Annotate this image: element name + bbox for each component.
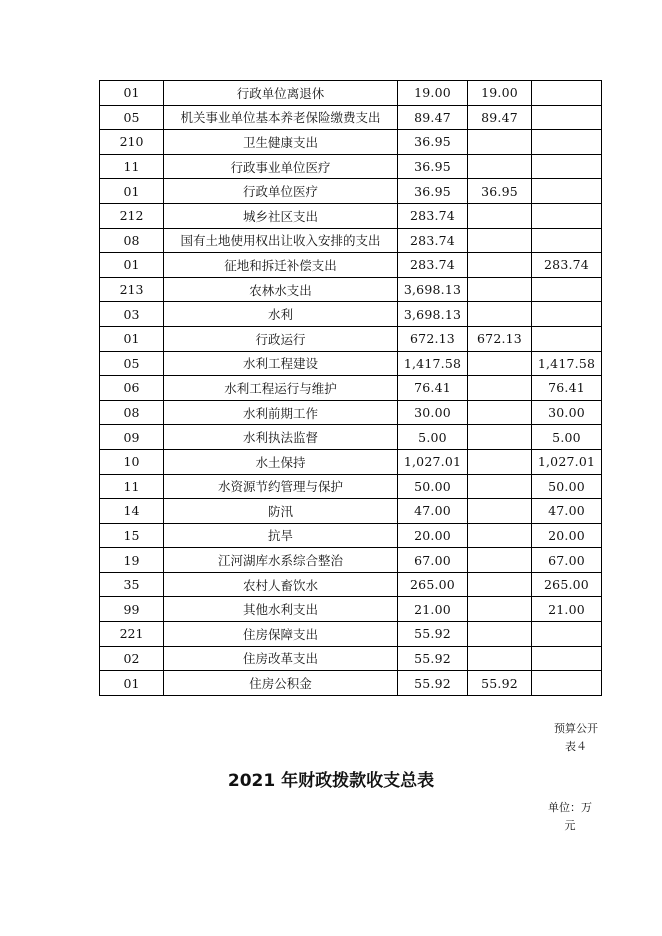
project-expenditure-cell: 20.00 xyxy=(532,523,602,548)
item-code-cell: 19 xyxy=(100,548,164,573)
basic-expenditure-cell xyxy=(468,499,532,524)
item-code-cell: 01 xyxy=(100,671,164,696)
item-code-cell: 02 xyxy=(100,646,164,671)
basic-expenditure-cell xyxy=(468,548,532,573)
table-row xyxy=(100,326,602,351)
item-name-cell: 农村人畜饮水 xyxy=(164,572,398,597)
project-expenditure-cell xyxy=(532,105,602,130)
project-expenditure-cell xyxy=(532,179,602,204)
total-amount-cell: 20.00 xyxy=(398,523,468,548)
item-name-cell: 水利工程运行与维护 xyxy=(164,376,398,401)
table-row xyxy=(100,400,602,425)
project-expenditure-cell xyxy=(532,154,602,179)
total-amount-cell: 19.00 xyxy=(398,81,468,106)
table-row xyxy=(100,449,602,474)
item-name-cell: 水利执法监督 xyxy=(164,425,398,450)
item-code-cell: 09 xyxy=(100,425,164,450)
basic-expenditure-cell xyxy=(468,253,532,278)
project-expenditure-cell xyxy=(532,130,602,155)
table-row xyxy=(100,597,602,622)
item-code-cell: 05 xyxy=(100,351,164,376)
total-amount-cell: 47.00 xyxy=(398,499,468,524)
item-code-cell: 01 xyxy=(100,326,164,351)
total-amount-cell: 67.00 xyxy=(398,548,468,573)
table-row xyxy=(100,425,602,450)
total-amount-cell: 36.95 xyxy=(398,154,468,179)
project-expenditure-cell xyxy=(532,228,602,253)
basic-expenditure-cell: 36.95 xyxy=(468,179,532,204)
unit-label xyxy=(540,799,600,835)
total-amount-cell: 50.00 xyxy=(398,474,468,499)
basic-expenditure-cell xyxy=(468,302,532,327)
item-code-cell: 15 xyxy=(100,523,164,548)
total-amount-cell: 76.41 xyxy=(398,376,468,401)
total-amount-cell: 283.74 xyxy=(398,228,468,253)
total-amount-cell: 283.74 xyxy=(398,203,468,228)
total-amount-cell: 55.92 xyxy=(398,622,468,647)
table-row xyxy=(100,474,602,499)
table-row xyxy=(100,671,602,696)
table-number-line2: 表４ xyxy=(565,740,587,753)
item-code-cell: 11 xyxy=(100,474,164,499)
total-amount-cell: 55.92 xyxy=(398,671,468,696)
item-code-cell: 221 xyxy=(100,622,164,647)
basic-expenditure-cell xyxy=(468,228,532,253)
basic-expenditure-cell xyxy=(468,622,532,647)
item-code-cell: 08 xyxy=(100,228,164,253)
table-row xyxy=(100,130,602,155)
project-expenditure-cell: 21.00 xyxy=(532,597,602,622)
table-row xyxy=(100,622,602,647)
item-name-cell: 抗旱 xyxy=(164,523,398,548)
basic-expenditure-cell xyxy=(468,203,532,228)
table-row xyxy=(100,253,602,278)
item-code-cell: 212 xyxy=(100,203,164,228)
project-expenditure-cell xyxy=(532,646,602,671)
table-row xyxy=(100,81,602,106)
project-expenditure-cell xyxy=(532,622,602,647)
table-body xyxy=(100,81,602,696)
basic-expenditure-cell: 89.47 xyxy=(468,105,532,130)
item-name-cell: 农林水支出 xyxy=(164,277,398,302)
total-amount-cell: 672.13 xyxy=(398,326,468,351)
table-row xyxy=(100,179,602,204)
item-name-cell: 水利工程建设 xyxy=(164,351,398,376)
basic-expenditure-cell xyxy=(468,130,532,155)
basic-expenditure-cell xyxy=(468,449,532,474)
item-code-cell: 05 xyxy=(100,105,164,130)
total-amount-cell: 36.95 xyxy=(398,130,468,155)
table-number-line1: 预算公开 xyxy=(554,722,598,735)
unit-label-line1: 单位：万 xyxy=(548,801,592,814)
item-name-cell: 行政运行 xyxy=(164,326,398,351)
project-expenditure-cell: 30.00 xyxy=(532,400,602,425)
table-row xyxy=(100,154,602,179)
total-amount-cell: 3,698.13 xyxy=(398,302,468,327)
item-code-cell: 99 xyxy=(100,597,164,622)
item-code-cell: 01 xyxy=(100,81,164,106)
project-expenditure-cell: 1,417.58 xyxy=(532,351,602,376)
basic-expenditure-cell xyxy=(468,474,532,499)
basic-expenditure-cell xyxy=(468,351,532,376)
table-row xyxy=(100,277,602,302)
item-name-cell: 其他水利支出 xyxy=(164,597,398,622)
project-expenditure-cell: 265.00 xyxy=(532,572,602,597)
item-code-cell: 213 xyxy=(100,277,164,302)
item-code-cell: 01 xyxy=(100,179,164,204)
item-name-cell: 住房改革支出 xyxy=(164,646,398,671)
basic-expenditure-cell: 19.00 xyxy=(468,81,532,106)
basic-expenditure-cell xyxy=(468,277,532,302)
table-row xyxy=(100,646,602,671)
unit-label-line2: 元 xyxy=(564,819,576,832)
table-row xyxy=(100,548,602,573)
item-name-cell: 水利 xyxy=(164,302,398,327)
item-code-cell: 210 xyxy=(100,130,164,155)
total-amount-cell: 283.74 xyxy=(398,253,468,278)
item-code-cell: 11 xyxy=(100,154,164,179)
item-name-cell: 水利前期工作 xyxy=(164,400,398,425)
project-expenditure-cell: 283.74 xyxy=(532,253,602,278)
basic-expenditure-cell xyxy=(468,425,532,450)
item-code-cell: 35 xyxy=(100,572,164,597)
total-amount-cell: 30.00 xyxy=(398,400,468,425)
item-name-cell: 防汛 xyxy=(164,499,398,524)
basic-expenditure-cell xyxy=(468,646,532,671)
basic-expenditure-cell xyxy=(468,523,532,548)
project-expenditure-cell: 5.00 xyxy=(532,425,602,450)
item-name-cell: 城乡社区支出 xyxy=(164,203,398,228)
item-name-cell: 江河湖库水系综合整治 xyxy=(164,548,398,573)
basic-expenditure-cell: 55.92 xyxy=(468,671,532,696)
project-expenditure-cell xyxy=(532,671,602,696)
total-amount-cell: 36.95 xyxy=(398,179,468,204)
item-name-cell: 行政单位离退休 xyxy=(164,81,398,106)
section-title: 2021 年财政拨款收支总表 xyxy=(227,771,435,791)
item-name-cell: 水土保持 xyxy=(164,449,398,474)
item-name-cell: 住房公积金 xyxy=(164,671,398,696)
item-name-cell: 行政单位医疗 xyxy=(164,179,398,204)
project-expenditure-cell xyxy=(532,203,602,228)
basic-expenditure-cell xyxy=(468,154,532,179)
project-expenditure-cell xyxy=(532,326,602,351)
item-code-cell: 01 xyxy=(100,253,164,278)
table-row xyxy=(100,376,602,401)
project-expenditure-cell: 47.00 xyxy=(532,499,602,524)
item-name-cell: 卫生健康支出 xyxy=(164,130,398,155)
table-row xyxy=(100,203,602,228)
table-row xyxy=(100,228,602,253)
item-code-cell: 08 xyxy=(100,400,164,425)
basic-expenditure-cell: 672.13 xyxy=(468,326,532,351)
total-amount-cell: 5.00 xyxy=(398,425,468,450)
item-name-cell: 机关事业单位基本养老保险缴费支出 xyxy=(164,105,398,130)
table-row xyxy=(100,523,602,548)
table-row xyxy=(100,572,602,597)
basic-expenditure-cell xyxy=(468,572,532,597)
total-amount-cell: 265.00 xyxy=(398,572,468,597)
project-expenditure-cell: 50.00 xyxy=(532,474,602,499)
item-name-cell: 国有土地使用权出让收入安排的支出 xyxy=(164,228,398,253)
basic-expenditure-cell xyxy=(468,597,532,622)
item-code-cell: 10 xyxy=(100,449,164,474)
total-amount-cell: 55.92 xyxy=(398,646,468,671)
table-row xyxy=(100,499,602,524)
project-expenditure-cell xyxy=(532,277,602,302)
item-code-cell: 14 xyxy=(100,499,164,524)
item-code-cell: 03 xyxy=(100,302,164,327)
budget-expenditure-table xyxy=(99,80,602,696)
total-amount-cell: 3,698.13 xyxy=(398,277,468,302)
basic-expenditure-cell xyxy=(468,376,532,401)
item-name-cell: 行政事业单位医疗 xyxy=(164,154,398,179)
table-row xyxy=(100,302,602,327)
total-amount-cell: 1,417.58 xyxy=(398,351,468,376)
project-expenditure-cell: 67.00 xyxy=(532,548,602,573)
item-name-cell: 征地和拆迁补偿支出 xyxy=(164,253,398,278)
total-amount-cell: 21.00 xyxy=(398,597,468,622)
table-number-label xyxy=(546,720,606,756)
table-row xyxy=(100,351,602,376)
project-expenditure-cell xyxy=(532,81,602,106)
table-row xyxy=(100,105,602,130)
item-name-cell: 水资源节约管理与保护 xyxy=(164,474,398,499)
total-amount-cell: 89.47 xyxy=(398,105,468,130)
item-name-cell: 住房保障支出 xyxy=(164,622,398,647)
project-expenditure-cell: 76.41 xyxy=(532,376,602,401)
basic-expenditure-cell xyxy=(468,400,532,425)
total-amount-cell: 1,027.01 xyxy=(398,449,468,474)
project-expenditure-cell xyxy=(532,302,602,327)
item-code-cell: 06 xyxy=(100,376,164,401)
project-expenditure-cell: 1,027.01 xyxy=(532,449,602,474)
